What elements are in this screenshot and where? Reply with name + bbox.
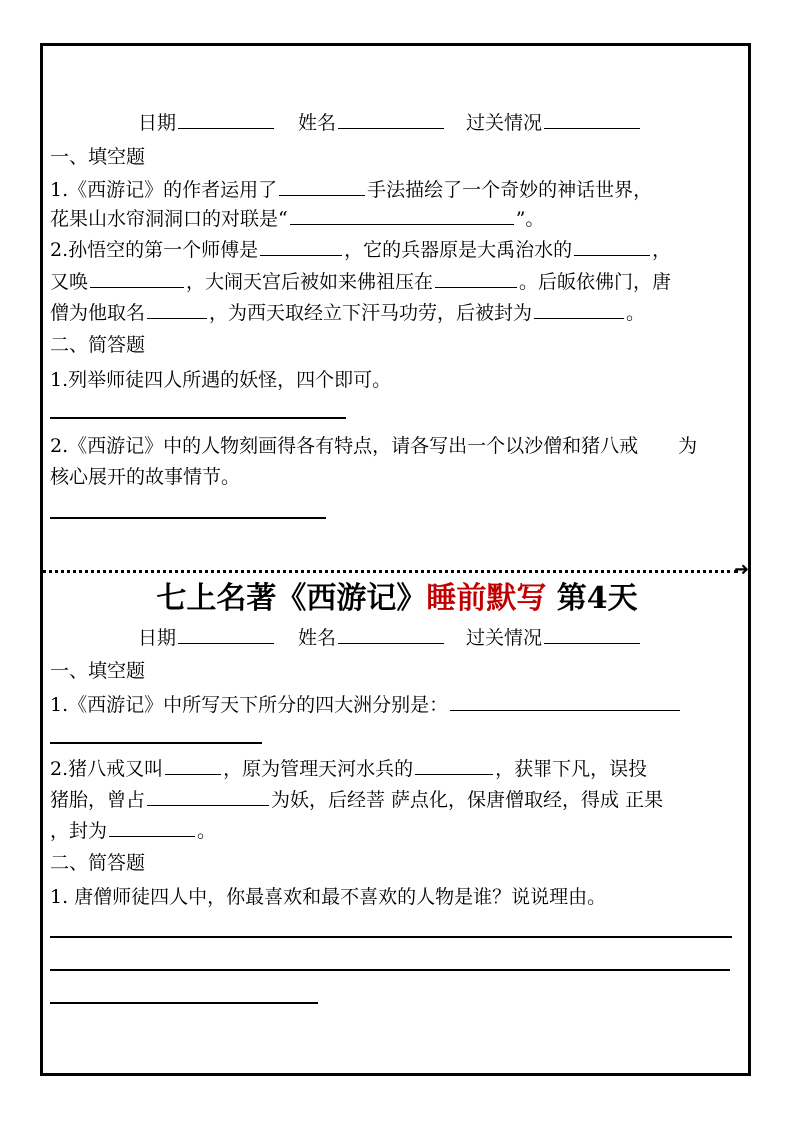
status-label: 过关情况 [466,627,543,649]
short-question: 1.列举师徒四人所遇的妖怪，四个即可。 [50,369,392,391]
answer-blank[interactable] [90,269,184,288]
header-date [138,110,276,136]
name-label: 姓名 [298,112,337,134]
answer-line[interactable] [50,417,346,419]
answer-blank[interactable] [279,177,365,196]
header-status [466,625,642,651]
short-question: 1. 唐僧师徒四人中，你最喜欢和最不喜欢的人物是谁？说说理由。 [50,886,607,908]
answer-blank[interactable] [147,300,207,319]
answer-line[interactable] [50,742,262,744]
status-blank[interactable] [544,625,640,644]
question-line: 1.《西游记》的作者运用了 手法描绘了一个奇妙的神话世界， [50,179,653,201]
name-blank[interactable] [338,110,444,129]
answer-blank[interactable] [109,818,195,837]
answer-blank[interactable] [290,206,514,225]
question-line: 2.猪八戒又叫 ，原为管理天河水兵的 ，获罪下凡，误投 [50,758,648,780]
question-line: 1.《西游记》中所写天下所分的四大洲分别是： [50,692,682,718]
answer-line[interactable] [50,517,326,519]
answer-blank[interactable] [534,300,624,319]
name-label: 姓名 [298,627,337,649]
answer-blank[interactable] [435,269,517,288]
question-line: 僧为他取名 ，为西天取经立下汗马功劳，后被封为 。 [50,302,646,324]
status-label: 过关情况 [466,112,543,134]
short-heading: 二、简答题 [50,334,146,356]
answer-blank[interactable] [450,692,680,711]
header-name [298,110,446,136]
header-date [138,625,276,651]
header-status [466,110,642,136]
question-line: 猪胎，曾占 为妖，后经菩 萨点化，保唐僧取经，得成 正果 [50,789,664,811]
dotted-divider [42,570,738,573]
name-blank[interactable] [338,625,444,644]
date-label: 日期 [138,627,177,649]
answer-line[interactable] [50,969,730,971]
answer-blank[interactable] [415,756,493,775]
answer-blank[interactable] [260,237,342,256]
answer-line[interactable] [50,1002,318,1004]
status-blank[interactable] [544,110,640,129]
question-line: 花果山水帘洞洞口的对联是“ ”。 [50,208,545,230]
date-blank[interactable] [178,625,274,644]
answer-blank[interactable] [574,237,650,256]
answer-blank[interactable] [147,787,269,806]
date-label: 日期 [138,112,177,134]
fill-heading: 一、填空题 [50,146,146,168]
answer-blank[interactable] [165,756,221,775]
short-question: 核心展开的故事情节。 [50,466,241,488]
answer-line[interactable] [50,936,732,938]
short-question: 2.《西游记》中的人物刻画得各有特点，请各写出一个以沙僧和猪八戒 为 [50,435,698,457]
date-blank[interactable] [178,110,274,129]
arrow-right-icon: ➜ [734,559,750,580]
question-line: ，封为 。 [50,820,217,842]
page-title: 七上名著《西游记》睡前默写 第4天 [156,581,638,616]
short-heading: 二、简答题 [50,852,146,874]
fill-heading: 一、填空题 [50,660,146,682]
question-line: 2.孙悟空的第一个师傅是 ，它的兵器原是大禹治水的 ， [50,239,672,261]
header-name [298,625,446,651]
question-line: 又唤 ，大闹天宫后被如来佛祖压在 。后皈依佛门，唐 [50,271,672,293]
